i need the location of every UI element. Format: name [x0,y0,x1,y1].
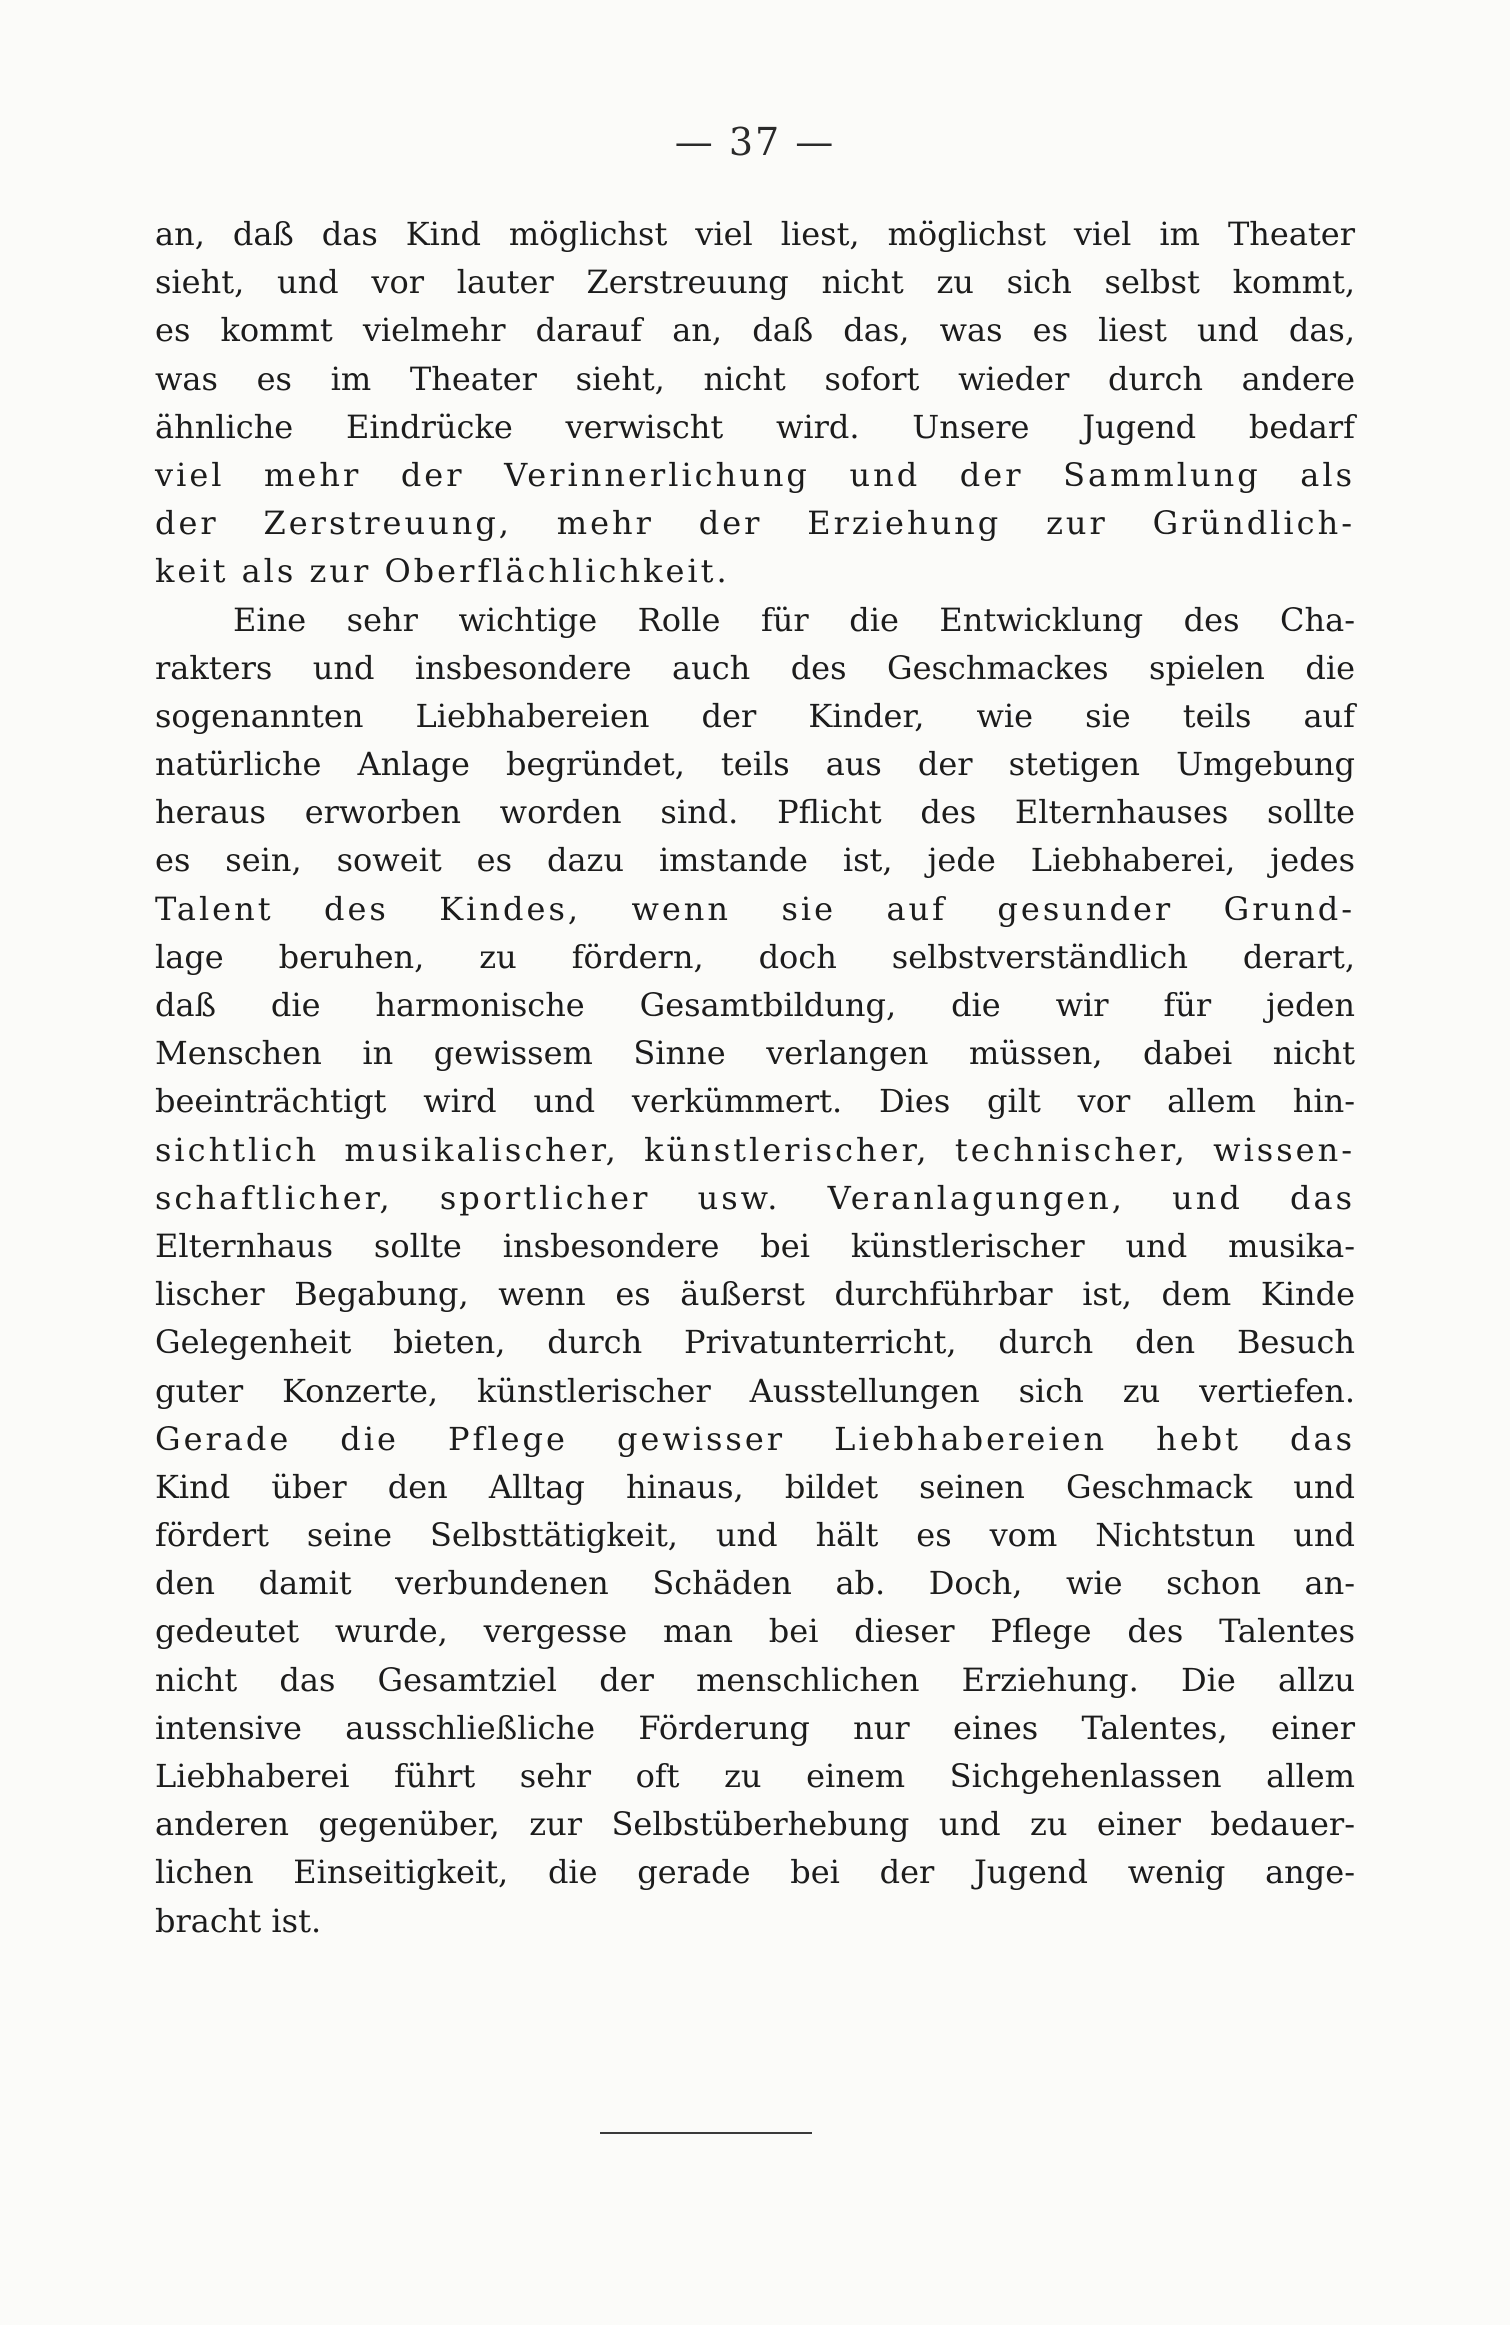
text-line: es sein, soweit es dazu imstande ist, jede Liebhaberei, jedes [155,841,1355,880]
body-text [155,210,1355,1945]
text-line: den damit verbundenen Schäden ab. Doch, wie schon an- [155,1564,1355,1603]
text-line: Elternhaus sollte insbesondere bei künstlerischer und musika- [155,1226,1355,1265]
text-line: Eine sehr wichtige Rolle für die Entwicklung des Cha- [233,600,1355,639]
text-line: heraus erworben worden sind. Pflicht des Elternhauses sollte [155,793,1355,832]
text-line: fördert seine Selbsttätigkeit, und hält es vom Nichtstun und [155,1516,1355,1555]
text-line: rakters und insbesondere auch des Geschmackes spielen die [155,648,1355,687]
page-number: — 37 — [674,120,836,164]
text-line: sieht, und vor lauter Zerstreuung nicht zu sich selbst kommt, [155,263,1355,302]
text-line: viel mehr der Verinnerlichung und der Sammlung als [155,455,1355,494]
text-line: keit als zur Oberflächlichkeit. [155,552,730,591]
text-line: sichtlich musikalischer, künstlerischer, technischer, wissen- [155,1130,1355,1169]
text-line: guter Konzerte, künstlerischer Ausstellungen sich zu vertiefen. [155,1371,1355,1410]
text-line: Kind über den Alltag hinaus, bildet seinen Geschmack und [155,1467,1355,1506]
text-line: ähnliche Eindrücke verwischt wird. Unsere Jugend bedarf [155,407,1355,446]
text-line: natürliche Anlage begründet, teils aus der stetigen Umgebung [155,745,1355,784]
text-line: Menschen in gewissem Sinne verlangen müssen, dabei nicht [155,1034,1355,1073]
text-line: lischer Begabung, wenn es äußerst durchführbar ist, dem Kinde [155,1275,1355,1314]
text-line: Gelegenheit bieten, durch Privatunterricht, durch den Besuch [155,1323,1355,1362]
text-line: nicht das Gesamtziel der menschlichen Erziehung. Die allzu [155,1660,1355,1699]
text-line: was es im Theater sieht, nicht sofort wieder durch andere [155,359,1355,398]
text-line: gedeutet wurde, vergesse man bei dieser Pflege des Talentes [155,1612,1355,1651]
text-line: anderen gegenüber, zur Selbstüberhebung und zu einer bedauer- [155,1805,1355,1844]
text-line: Talent des Kindes, wenn sie auf gesunder Grund- [155,889,1355,928]
text-line: an, daß das Kind möglichst viel liest, möglichst viel im Theater [155,215,1355,253]
text-line: Gerade die Pflege gewisser Liebhabereien hebt das [155,1419,1355,1458]
text-line: lichen Einseitigkeit, die gerade bei der Jugend wenig ange- [155,1853,1355,1892]
text-line: intensive ausschließliche Förderung nur eines Talentes, einer [155,1708,1355,1747]
text-line: Liebhaberei führt sehr oft zu einem Sichgehenlassen allem [155,1757,1355,1795]
text-line: schaftlicher, sportlicher usw. Veranlagungen, und das [155,1178,1355,1217]
text-line: beeinträchtigt wird und verkümmert. Dies gilt vor allem hin- [155,1082,1355,1121]
text-line: es kommt vielmehr darauf an, daß das, was es liest und das, [155,311,1355,350]
end-rule [600,2132,812,2134]
text-line: sogenannten Liebhabereien der Kinder, wie sie teils auf [155,696,1355,735]
text-line: der Zerstreuung, mehr der Erziehung zur Gründlich- [155,504,1355,543]
text-line: daß die harmonische Gesamtbildung, die wir für jeden [155,986,1355,1024]
text-line: lage beruhen, zu fördern, doch selbstverständlich derart, [155,937,1355,976]
text-line: bracht ist. [155,1901,322,1940]
